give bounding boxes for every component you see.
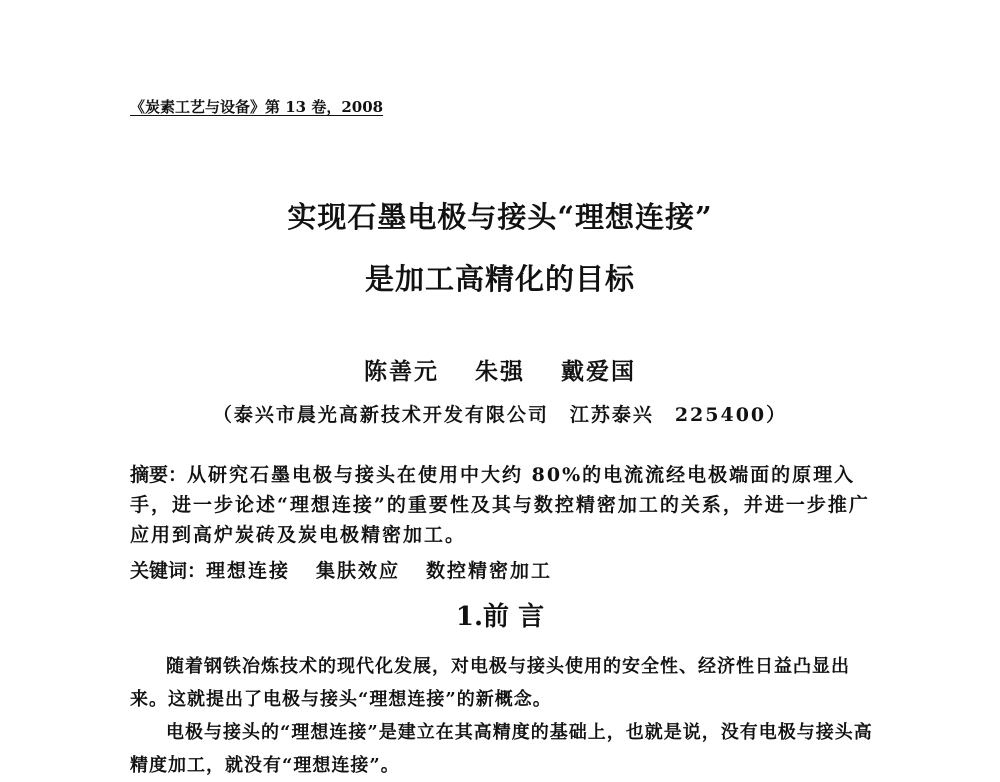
author-list — [0, 353, 1000, 386]
paper-title-line-1: 实现石墨电极与接头“理想连接” — [287, 200, 713, 234]
body-text — [130, 650, 875, 782]
author-name: 陈善元 — [363, 358, 439, 385]
journal-citation: 《炭素工艺与设备》第 13 卷，2008 — [130, 98, 384, 116]
author-affiliation: （泰兴市晨光高新技术开发有限公司 江苏泰兴 225400） — [212, 404, 788, 426]
body-paragraph: 电极与接头的“理想连接”是建立在其高精度的基础上，也就是说，没有电极与接头高精度加工，就没有“理想连接”。 — [130, 722, 873, 776]
paper-title-line-2: 是加工高精化的目标 — [364, 262, 635, 296]
abstract-label: 摘要： — [130, 464, 188, 486]
author-name: 戴爱国 — [561, 358, 637, 385]
keyword: 理想连接 — [206, 560, 291, 582]
keywords — [130, 556, 578, 583]
keyword: 集肤效应 — [316, 560, 401, 582]
keyword: 数控精密加工 — [426, 560, 553, 582]
author-name: 朱强 — [475, 358, 525, 385]
keywords-label: 关键词： — [130, 560, 207, 582]
abstract-text: 从研究石墨电极与接头在使用中大约 80%的电流流经电极端面的原理入手，进一步论述“理想连接”的重要性及其与数控精密加工的关系，并进一步推广应用到高炉炭砖及炭电极精密加工。 — [130, 464, 870, 546]
body-paragraph: 随着钢铁冶炼技术的现代化发展，对电极与接头使用的安全性、经济性日益凸显出来。这就提出了电极与接头“理想连接”的新概念。 — [130, 656, 850, 710]
section-heading: 1.前 言 — [455, 602, 545, 632]
abstract — [130, 460, 870, 550]
